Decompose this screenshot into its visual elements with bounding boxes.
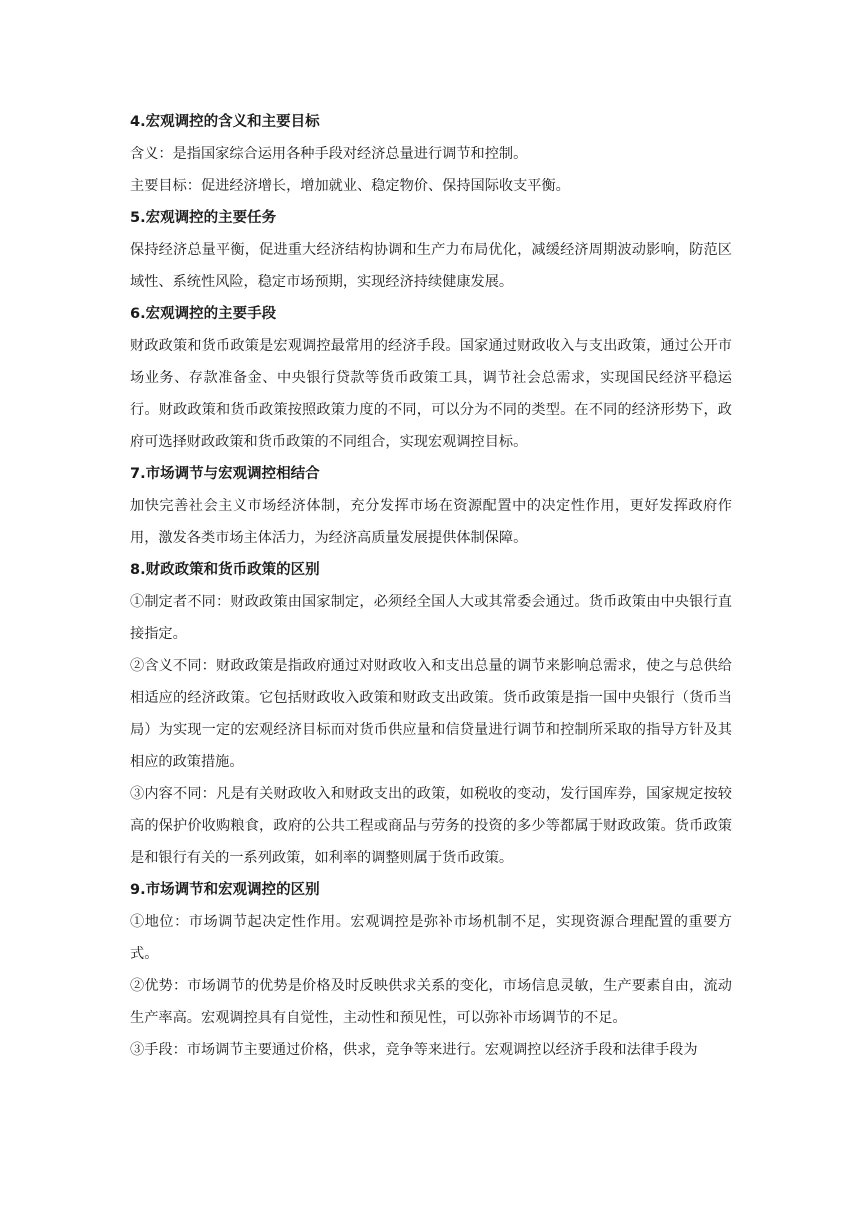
paragraph: ③内容不同：凡是有关财政收入和财政支出的政策，如税收的变动，发行国库券，国家规定按较高的保护价收购粮食，政府的公共工程或商品与劳务的投资的多少等都属于财政政策。货币政策是和银行有关的一系列政策，如利率的调整则属于货币政策。 [130, 786, 732, 866]
paragraph: ①地位：市场调节起决定性作用。宏观调控是弥补市场机制不足，实现资源合理配置的重要方式。 [130, 914, 732, 962]
document-page [130, 106, 732, 1066]
section-9 [130, 874, 732, 1066]
section-7 [130, 458, 732, 554]
paragraph: ②含义不同：财政政策是指政府通过对财政收入和支出总量的调节来影响总需求，使之与总供给相适应的经济政策。它包括财政收入政策和财政支出政策。货币政策是指一国中央银行（货币当局）为实现一定的宏观经济目标而对货币供应量和信贷量进行调节和控制所采取的指导方针及其相应的政策措施。 [130, 658, 732, 770]
paragraph: 加快完善社会主义市场经济体制，充分发挥市场在资源配置中的决定性作用，更好发挥政府作用，激发各类市场主体活力，为经济高质量发展提供体制保障。 [130, 498, 732, 546]
paragraph: ①制定者不同：财政政策由国家制定，必须经全国人大或其常委会通过。货币政策由中央银行直接指定。 [130, 594, 732, 642]
section-heading: 4.宏观调控的含义和主要目标 [130, 114, 320, 130]
paragraph: 主要目标：促进经济增长，增加就业、稳定物价、保持国际收支平衡。 [130, 178, 570, 194]
paragraph: 含义：是指国家综合运用各种手段对经济总量进行调节和控制。 [130, 146, 528, 162]
section-heading: 7.市场调节与宏观调控相结合 [130, 466, 320, 482]
section-heading: 9.市场调节和宏观调控的区别 [130, 882, 320, 898]
section-5 [130, 202, 732, 298]
section-8 [130, 554, 732, 874]
section-heading: 6.宏观调控的主要手段 [130, 306, 277, 322]
paragraph: 财政政策和货币政策是宏观调控最常用的经济手段。国家通过财政收入与支出政策，通过公开市场业务、存款准备金、中央银行贷款等货币政策工具，调节社会总需求，实现国民经济平稳运行。财政政策和货币政策按照政策力度的不同，可以分为不同的类型。在不同的经济形势下，政府可选择财政政策和货币政策的不同组合，实现宏观调控目标。 [130, 338, 732, 450]
paragraph: ③手段：市场调节主要通过价格，供求，竞争等来进行。宏观调控以经济手段和法律手段为 [130, 1042, 698, 1058]
section-6 [130, 298, 732, 458]
section-heading: 5.宏观调控的主要任务 [130, 210, 277, 226]
section-heading: 8.财政政策和货币政策的区别 [130, 562, 320, 578]
section-4 [130, 106, 732, 202]
paragraph: 保持经济总量平衡，促进重大经济结构协调和生产力布局优化，减缓经济周期波动影响，防范区域性、系统性风险，稳定市场预期，实现经济持续健康发展。 [130, 242, 732, 290]
paragraph: ②优势：市场调节的优势是价格及时反映供求关系的变化，市场信息灵敏，生产要素自由，流动生产率高。宏观调控具有自觉性，主动性和预见性，可以弥补市场调节的不足。 [130, 978, 732, 1026]
